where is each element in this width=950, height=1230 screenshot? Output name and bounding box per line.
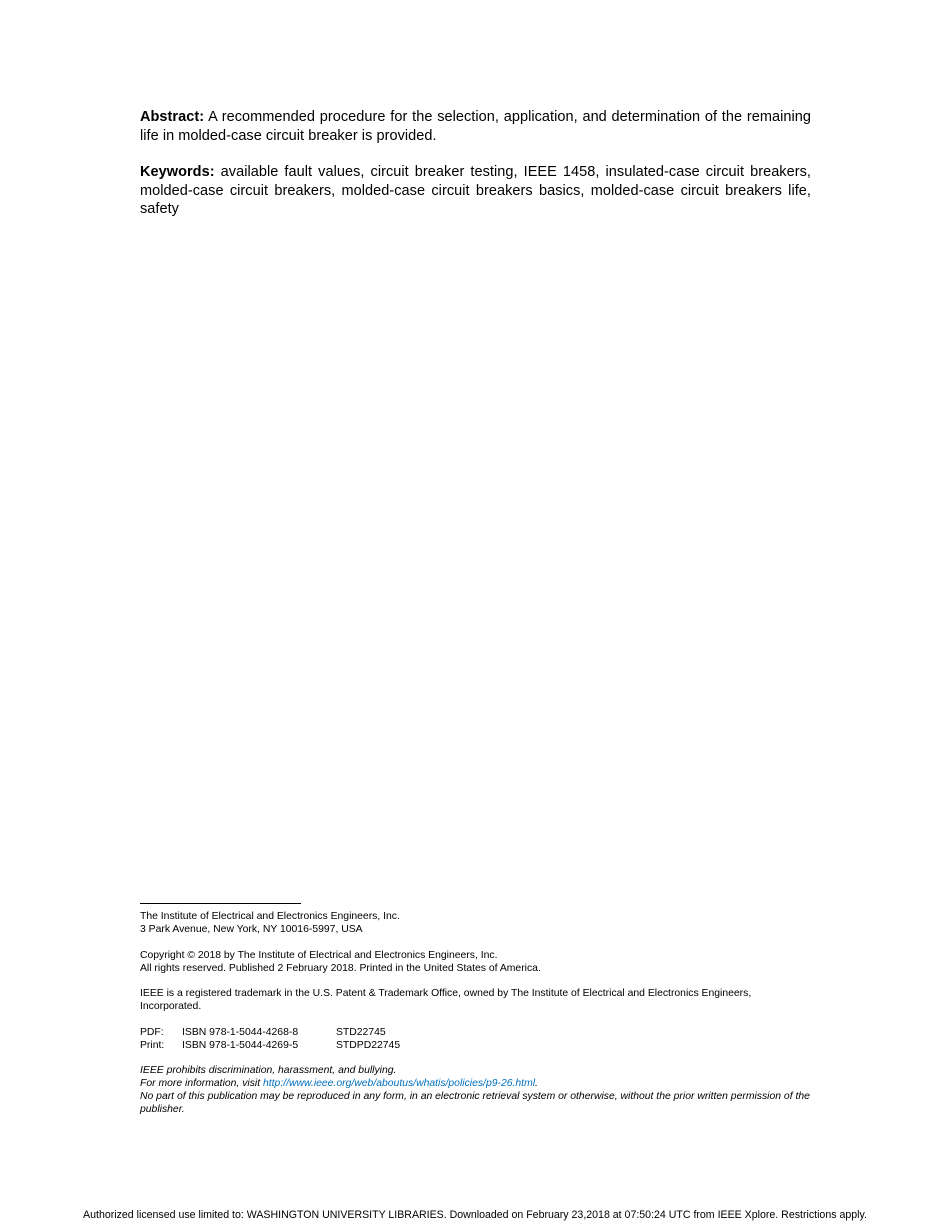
keywords-paragraph bbox=[140, 163, 811, 219]
policy-block bbox=[140, 1064, 811, 1116]
isbn-number: ISBN 978-1-5044-4269-5 bbox=[182, 1039, 299, 1051]
trademark-line: IEEE is a registered trademark in the U.S. Patent & Trademark Office, owned by The Institute of Electrical and Electronics Engineers, Incorporated. bbox=[140, 988, 752, 1012]
isbn-format: PDF: bbox=[140, 1026, 164, 1038]
keywords-label: Keywords: bbox=[140, 164, 215, 180]
front-matter bbox=[140, 108, 811, 237]
copyright-line: Copyright © 2018 by The Institute of Electrical and Electronics Engineers, Inc. bbox=[140, 949, 498, 961]
isbn-format: Print: bbox=[140, 1039, 165, 1051]
institute-block bbox=[140, 910, 811, 936]
abstract-text: A recommended procedure for the selection, application, and determination of the remaining life in molded-case circuit breaker is provided. bbox=[140, 109, 811, 144]
isbn-code: STDPD22745 bbox=[336, 1039, 401, 1051]
copyright-block bbox=[140, 949, 811, 975]
institute-name: The Institute of Electrical and Electronics Engineers, Inc. bbox=[140, 911, 400, 922]
isbn-table bbox=[140, 1026, 811, 1052]
keywords-text: available fault values, circuit breaker testing, IEEE 1458, insulated-case circuit breakers, molded-case circuit breakers, molded-case circuit breakers basics, molded-case circuit breakers life, safety bbox=[140, 164, 811, 217]
info-prefix: For more information, visit bbox=[140, 1078, 263, 1089]
institute-address: 3 Park Avenue, New York, NY 10016-5997, USA bbox=[140, 924, 363, 935]
info-suffix: . bbox=[535, 1078, 538, 1089]
authorization-notice: Authorized licensed use limited to: WASHINGTON UNIVERSITY LIBRARIES. Downloaded on February 23,2018 at 07:50:24 UTC from IEEE Xplore. Restrictions apply. bbox=[83, 1209, 867, 1221]
policy-line: IEEE prohibits discrimination, harassment, and bullying. bbox=[140, 1065, 397, 1076]
reproduction-notice: No part of this publication may be reproduced in any form, in an electronic retrieval system or otherwise, without the prior written permission of the publisher. bbox=[140, 1091, 810, 1115]
isbn-number: ISBN 978-1-5044-4268-8 bbox=[182, 1026, 299, 1038]
isbn-row-pdf bbox=[140, 1026, 811, 1039]
footer-rule bbox=[140, 903, 301, 904]
isbn-row-print bbox=[140, 1039, 811, 1052]
publisher-footer bbox=[140, 903, 811, 1116]
abstract-paragraph bbox=[140, 108, 811, 145]
rights-line: All rights reserved. Published 2 February 2018. Printed in the United States of America. bbox=[140, 962, 541, 974]
info-line bbox=[140, 1077, 811, 1090]
isbn-code: STD22745 bbox=[336, 1026, 386, 1038]
policy-link[interactable]: http://www.ieee.org/web/aboutus/whatis/policies/p9-26.html bbox=[263, 1078, 536, 1089]
abstract-label: Abstract: bbox=[140, 109, 205, 125]
